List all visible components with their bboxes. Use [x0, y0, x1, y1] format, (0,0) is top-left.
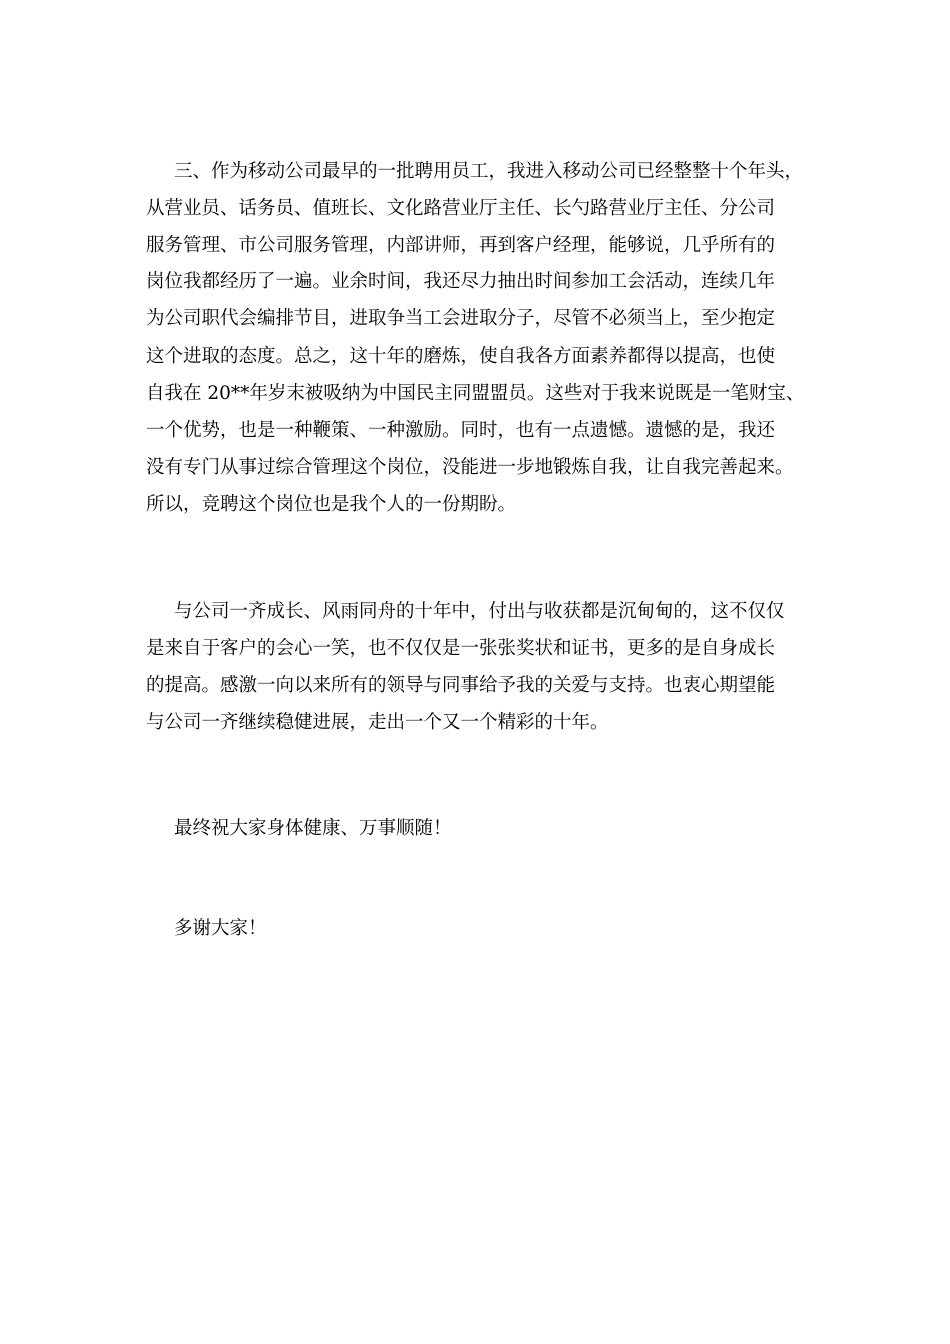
paragraph-line: 服务管理、市公司服务管理，内部讲师，再到客户经理，能够说，几乎所有的 — [146, 235, 776, 256]
paragraph-line: 与公司一齐成长、风雨同舟的十年中，付出与收获都是沉甸甸的，这不仅仅 — [174, 601, 785, 622]
paragraph-line: 是来自于客户的会心一笑，也不仅仅是一张张奖状和证书，更多的是自身成长 — [146, 638, 776, 659]
closing-wish: 最终祝大家身体健康、万事顺随！ — [174, 818, 452, 839]
paragraph-line: 为公司职代会编排节目，进取争当工会进取分子，尽管不必须当上，至少抱定 — [146, 308, 776, 329]
paragraph-line: 没有专门从事过综合管理这个岗位，没能进一步地锻炼自我，让自我完善起来。 — [146, 457, 794, 478]
paragraph-line: 与公司一齐继续稳健进展，走出一个又一个精彩的十年。 — [146, 712, 609, 733]
paragraph-line: 这个进取的态度。总之，这十年的磨炼，使自我各方面素养都得以提高，也使 — [146, 346, 776, 367]
paragraph-line: 一个优势，也是一种鞭策、一种激励。同时，也有一点遗憾。遗憾的是，我还 — [146, 420, 776, 441]
paragraph-line: 从营业员、话务员、值班长、文化路营业厅主任、长勺路营业厅主任、分公司 — [146, 198, 776, 219]
paragraph-line: 的提高。感激一向以来所有的领导与同事给予我的关爱与支持。也衷心期望能 — [146, 675, 776, 696]
paragraph-line: 自我在 20**年岁末被吸纳为中国民主同盟盟员。这些对于我来说既是一笔财宝、 — [146, 383, 805, 404]
paragraph-line: 岗位我都经历了一遍。业余时间，我还尽力抽出时间参加工会活动，连续几年 — [146, 271, 776, 292]
thanks-line: 多谢大家！ — [174, 918, 267, 939]
paragraph-line: 三、作为移动公司最早的一批聘用员工，我进入移动公司已经整整十个年头， — [174, 161, 804, 182]
paragraph-line: 所以，竞聘这个岗位也是我个人的一份期盼。 — [146, 494, 517, 515]
